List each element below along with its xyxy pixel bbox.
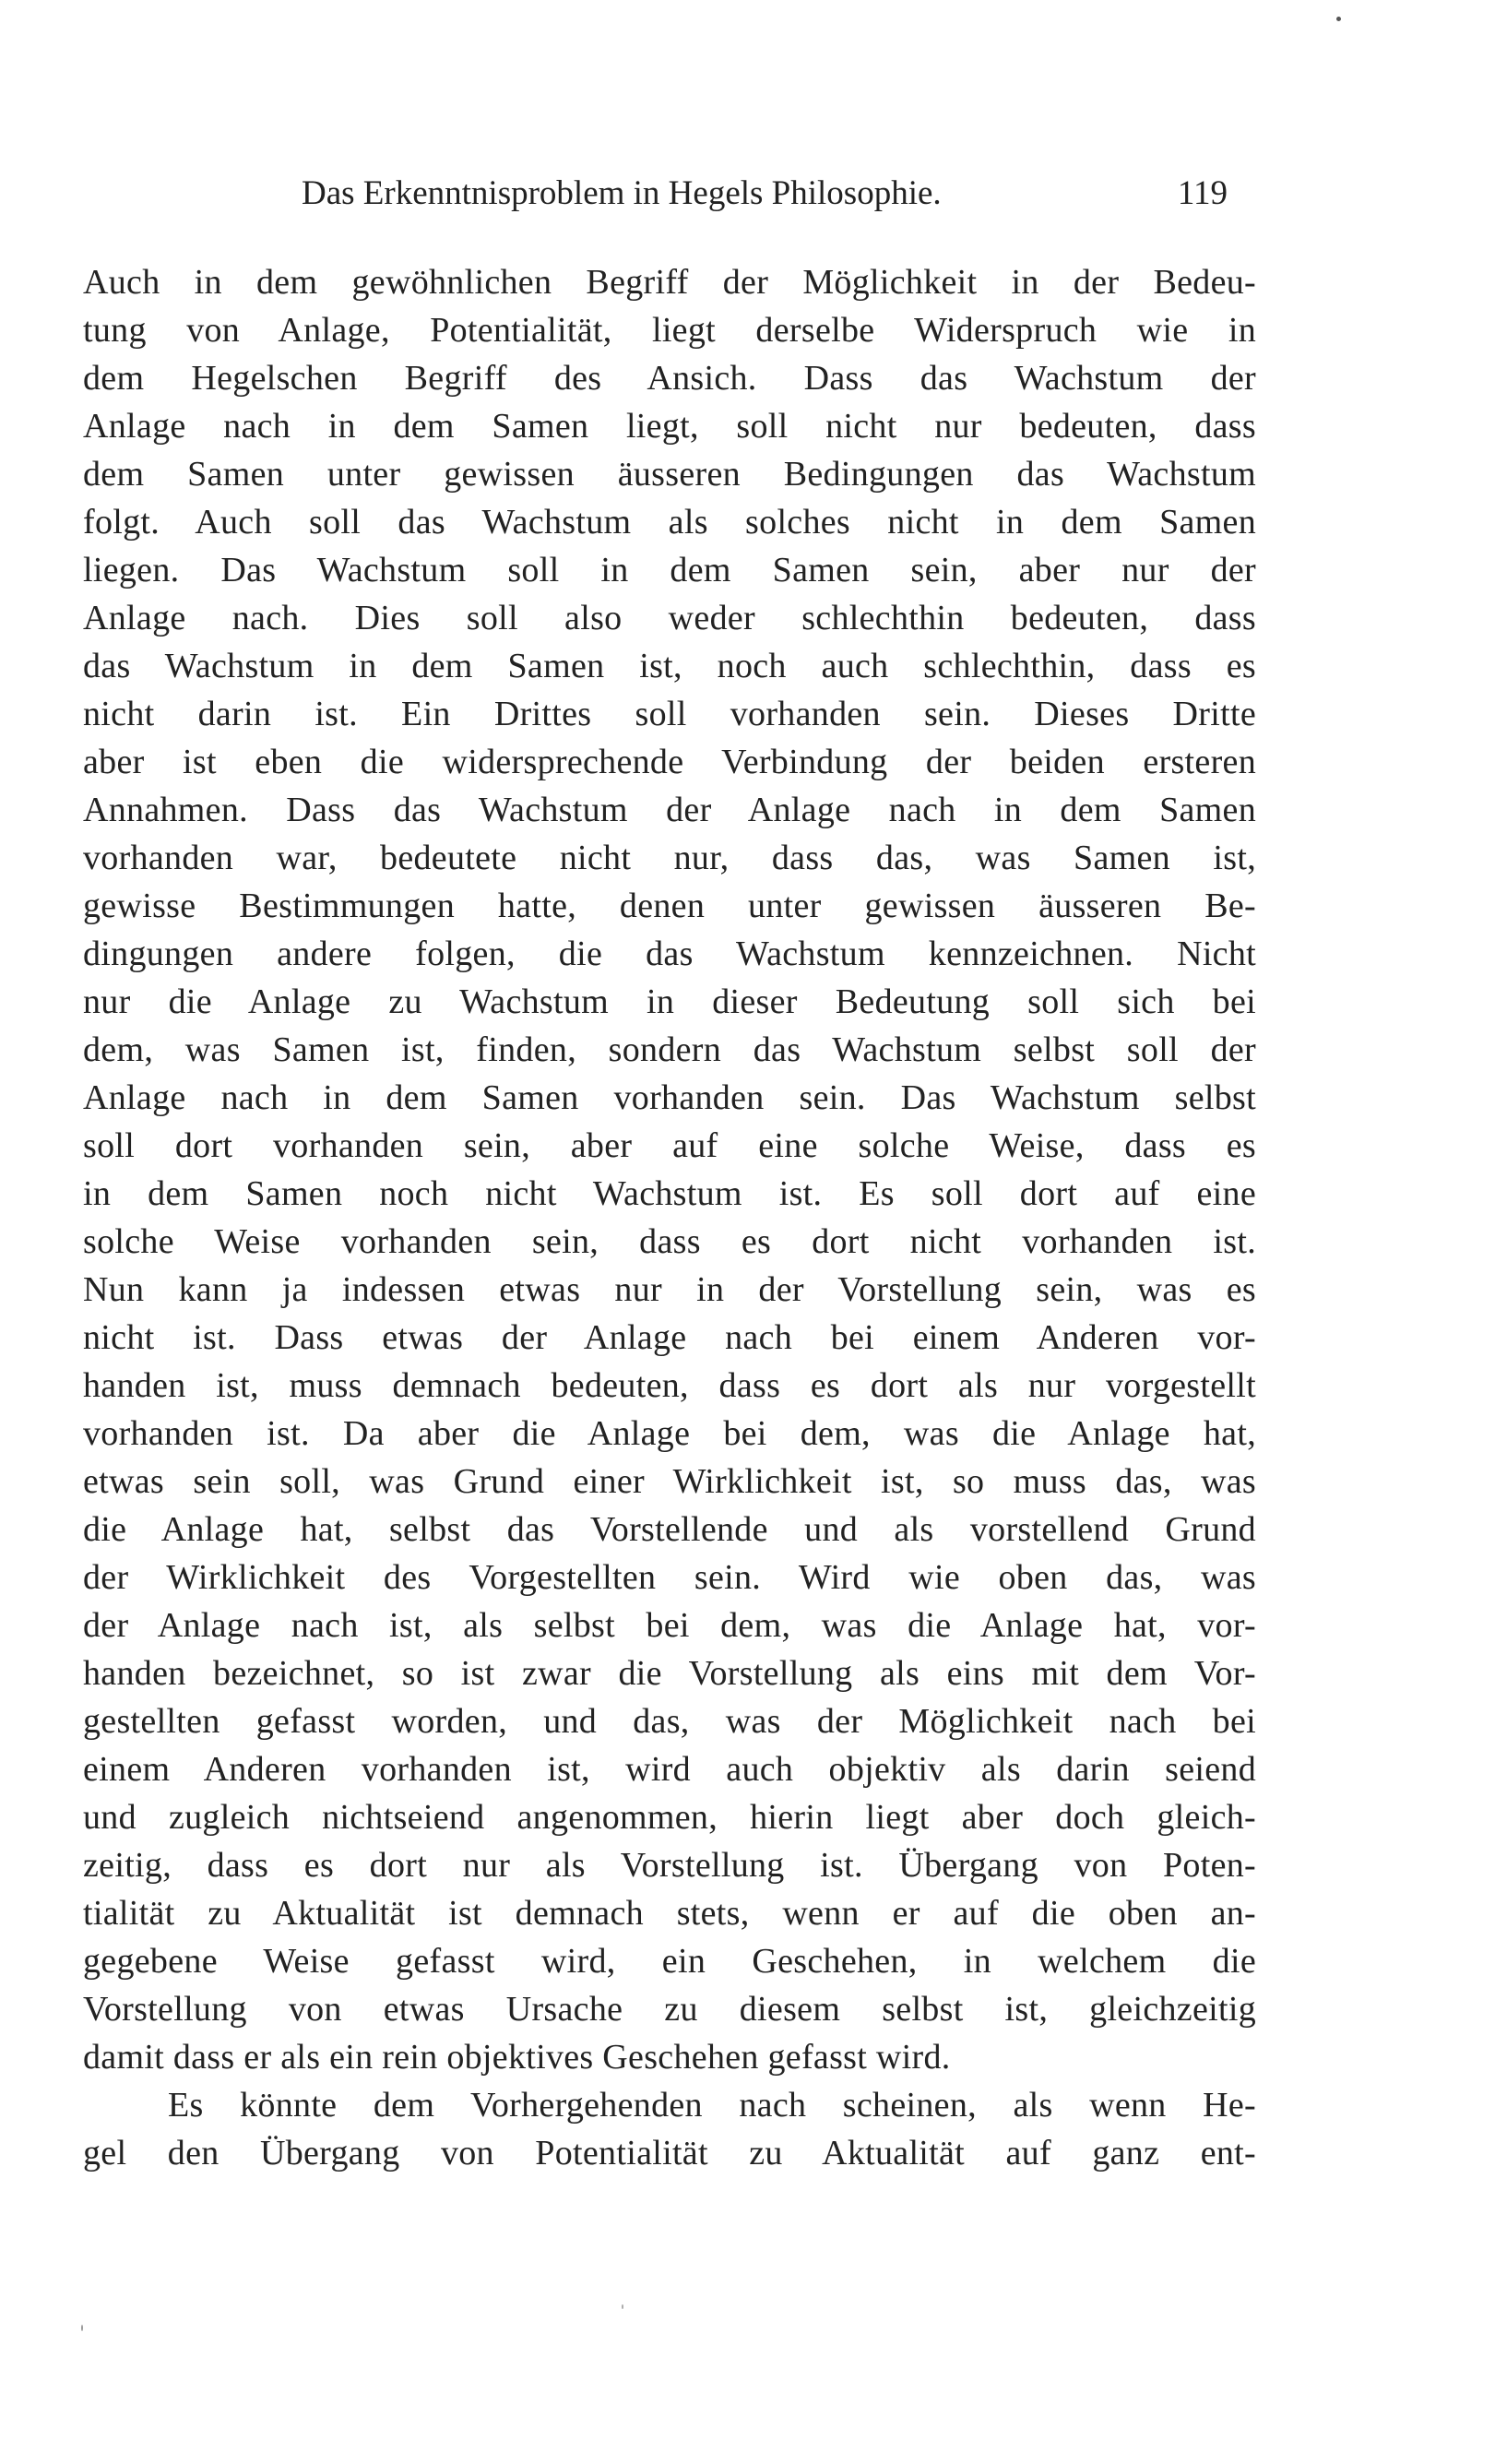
text-line: liegen. Das Wachstum soll in dem Samen sein, aber nur der [83,551,1256,589]
text-line: nicht darin ist. Ein Drittes soll vorhanden sein. Dieses Dritte [83,695,1256,733]
text-line: dem, was Samen ist, finden, sondern das Wachstum selbst soll der [83,1030,1256,1069]
text-line: solche Weise vorhanden sein, dass es dort nicht vorhanden ist. [83,1222,1256,1261]
text-line: Anlage nach in dem Samen liegt, soll nicht nur bedeuten, dass [83,407,1256,446]
text-line: Anlage nach. Dies soll also weder schlechthin bedeuten, dass [83,599,1256,637]
text-line: gel den Übergang von Potentialität zu Aktualität auf ganz ent- [83,2134,1256,2172]
running-title: Das Erkenntnisproblem in Hegels Philosophie. [302,174,942,212]
text-line: gestellten gefasst worden, und das, was der Möglichkeit nach bei [83,1702,1256,1741]
text-line: nicht ist. Dass etwas der Anlage nach bei einem Anderen vor- [83,1318,1256,1357]
text-line: und zugleich nichtseiend angenommen, hierin liegt aber doch gleich- [83,1798,1256,1837]
text-line: der Wirklichkeit des Vorgestellten sein. Wird wie oben das, was [83,1558,1256,1597]
text-line: handen bezeichnet, so ist zwar die Vorstellung als eins mit dem Vor- [83,1654,1256,1693]
text-line: Nun kann ja indessen etwas nur in der Vorstellung sein, was es [83,1270,1256,1309]
text-line: dingungen andere folgen, die das Wachstum kennzeichnen. Nicht [83,934,1256,973]
body-text [83,258,1256,2177]
text-line: das Wachstum in dem Samen ist, noch auch schlechthin, dass es [83,647,1256,685]
text-line: etwas sein soll, was Grund einer Wirklichkeit ist, so muss das, was [83,1462,1256,1501]
text-line: dem Samen unter gewissen äusseren Bedingungen das Wachstum [83,455,1256,494]
text-line: einem Anderen vorhanden ist, wird auch objektiv als darin seiend [83,1750,1256,1789]
running-head [302,171,1228,217]
page-number: 119 [1177,174,1228,212]
text-line: zeitig, dass es dort nur als Vorstellung ist. Übergang von Poten- [83,1846,1256,1885]
text-line: nur die Anlage zu Wachstum in dieser Bedeutung soll sich bei [83,982,1256,1021]
text-line: Vorstellung von etwas Ursache zu diesem selbst ist, gleichzeitig [83,1990,1256,2029]
paragraph-first-line: Es könnte dem Vorhergehenden nach scheinen, als wenn He- [168,2086,1256,2125]
text-line: gewisse Bestimmungen hatte, denen unter gewissen äusseren Be- [83,887,1256,925]
text-line: Auch in dem gewöhnlichen Begriff der Möglichkeit in der Bedeu- [83,263,1256,302]
text-line: in dem Samen noch nicht Wachstum ist. Es soll dort auf eine [83,1174,1256,1213]
text-line: vorhanden ist. Da aber die Anlage bei dem, was die Anlage hat, [83,1414,1256,1453]
text-line: dem Hegelschen Begriff des Ansich. Dass das Wachstum der [83,359,1256,398]
scan-speck [81,2325,83,2331]
text-line: damit dass er als ein rein objektives Geschehen gefasst wird. [83,2038,951,2077]
text-line: Anlage nach in dem Samen vorhanden sein. Das Wachstum selbst [83,1078,1256,1117]
text-line: tialität zu Aktualität ist demnach stets, wenn er auf die oben an- [83,1894,1256,1933]
text-line: vorhanden war, bedeutete nicht nur, dass das, was Samen ist, [83,839,1256,877]
text-line: der Anlage nach ist, als selbst bei dem, was die Anlage hat, vor- [83,1606,1256,1645]
text-line: die Anlage hat, selbst das Vorstellende und als vorstellend Grund [83,1510,1256,1549]
scan-speck [1336,17,1341,21]
text-line: gegebene Weise gefasst wird, ein Geschehen, in welchem die [83,1942,1256,1981]
text-line: folgt. Auch soll das Wachstum als solches nicht in dem Samen [83,503,1256,542]
text-line: handen ist, muss demnach bedeuten, dass es dort als nur vorgestellt [83,1366,1256,1405]
text-line: Annahmen. Dass das Wachstum der Anlage nach in dem Samen [83,791,1256,829]
text-line: aber ist eben die widersprechende Verbindung der beiden ersteren [83,743,1256,781]
text-line: soll dort vorhanden sein, aber auf eine solche Weise, dass es [83,1126,1256,1165]
text-line: tung von Anlage, Potentialität, liegt derselbe Widerspruch wie in [83,311,1256,350]
scan-speck [622,2304,623,2309]
